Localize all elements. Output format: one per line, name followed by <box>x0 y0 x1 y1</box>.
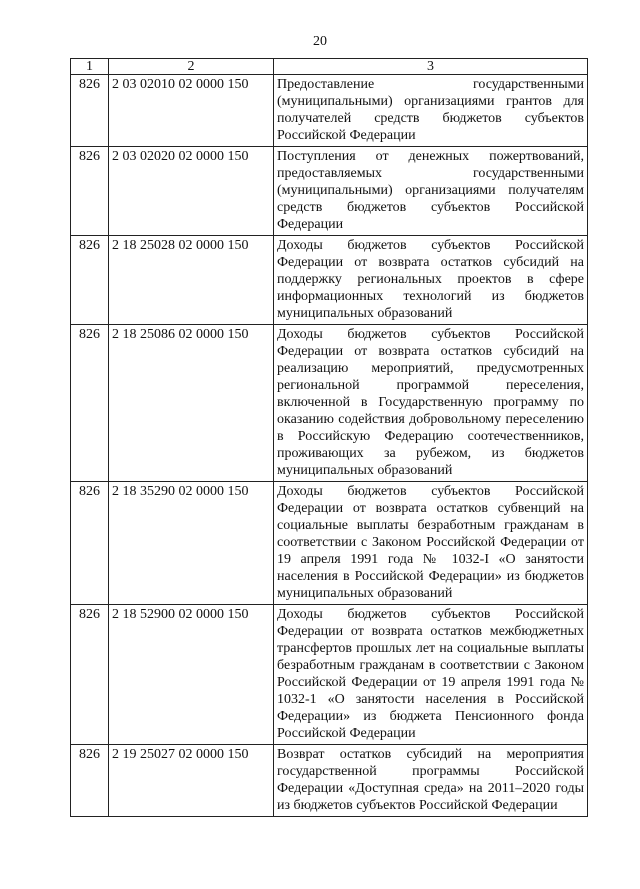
admin-code-cell: 826 <box>71 147 109 236</box>
budget-code-cell: 2 03 02020 02 0000 150 <box>109 147 274 236</box>
admin-code-cell: 826 <box>71 745 109 817</box>
admin-code-cell: 826 <box>71 482 109 605</box>
header-col-3: 3 <box>274 59 588 75</box>
budget-code-cell: 2 18 25086 02 0000 150 <box>109 325 274 482</box>
table-header <box>71 59 588 75</box>
table-row <box>71 745 588 817</box>
description-cell: Доходы бюджетов субъектов Российской Федерации от возврата остатков субсидий на поддержку региональных проектов в сфере информационных технологий из бюджетов муниципальных образований <box>274 236 588 325</box>
admin-code-cell: 826 <box>71 236 109 325</box>
description-cell: Доходы бюджетов субъектов Российской Федерации от возврата остатков субвенций на социальные выплаты безработным гражданам в соответствии с Законом Российской Федерации от 19 апреля 1991 года № 1032-I «О занятости населения в Российской Федерации» из бюджетов муниципальных образований <box>274 482 588 605</box>
budget-code-cell: 2 03 02010 02 0000 150 <box>109 75 274 147</box>
header-row <box>71 59 588 75</box>
table-row <box>71 325 588 482</box>
header-col-1: 1 <box>71 59 109 75</box>
budget-code-cell: 2 18 35290 02 0000 150 <box>109 482 274 605</box>
description-cell: Доходы бюджетов субъектов Российской Федерации от возврата остатков субсидий на реализацию мероприятий, предусмотренных региональной программой переселения, включенной в Государственную программу по оказанию содействия добровольному переселению в Российскую Федерацию соотечественников, проживающих за рубежом, из бюджетов муниципальных образований <box>274 325 588 482</box>
description-cell: Предоставление государственными (муниципальными) организациями грантов для получателей средств бюджетов субъектов Российской Федерации <box>274 75 588 147</box>
table-row <box>71 605 588 745</box>
table-row <box>71 482 588 605</box>
table-row <box>71 75 588 147</box>
page-number: 20 <box>313 34 327 49</box>
table-row <box>71 236 588 325</box>
budget-code-cell: 2 18 25028 02 0000 150 <box>109 236 274 325</box>
admin-code-cell: 826 <box>71 75 109 147</box>
description-cell: Доходы бюджетов субъектов Российской Федерации от возврата остатков межбюджетных трансфертов прошлых лет на социальные выплаты безработным гражданам в соответствии с Законом Российской Федерации от 19 апреля 1991 года № 1032-1 «О занятости населения в Российской Федерации» из бюджета Пенсионного фонда Российской Федерации <box>274 605 588 745</box>
admin-code-cell: 826 <box>71 605 109 745</box>
table-row <box>71 147 588 236</box>
header-col-2: 2 <box>109 59 274 75</box>
budget-code-cell: 2 18 52900 02 0000 150 <box>109 605 274 745</box>
budget-code-cell: 2 19 25027 02 0000 150 <box>109 745 274 817</box>
table-body <box>71 75 588 817</box>
revenue-codes-table <box>70 58 588 817</box>
admin-code-cell: 826 <box>71 325 109 482</box>
description-cell: Поступления от денежных пожертвований, предоставляемых государственными (муниципальными) организациями получателям средств бюджетов субъектов Российской Федерации <box>274 147 588 236</box>
description-cell: Возврат остатков субсидий на мероприятия государственной программы Российской Федерации «Доступная среда» на 2011–2020 годы из бюджетов субъектов Российской Федерации <box>274 745 588 817</box>
